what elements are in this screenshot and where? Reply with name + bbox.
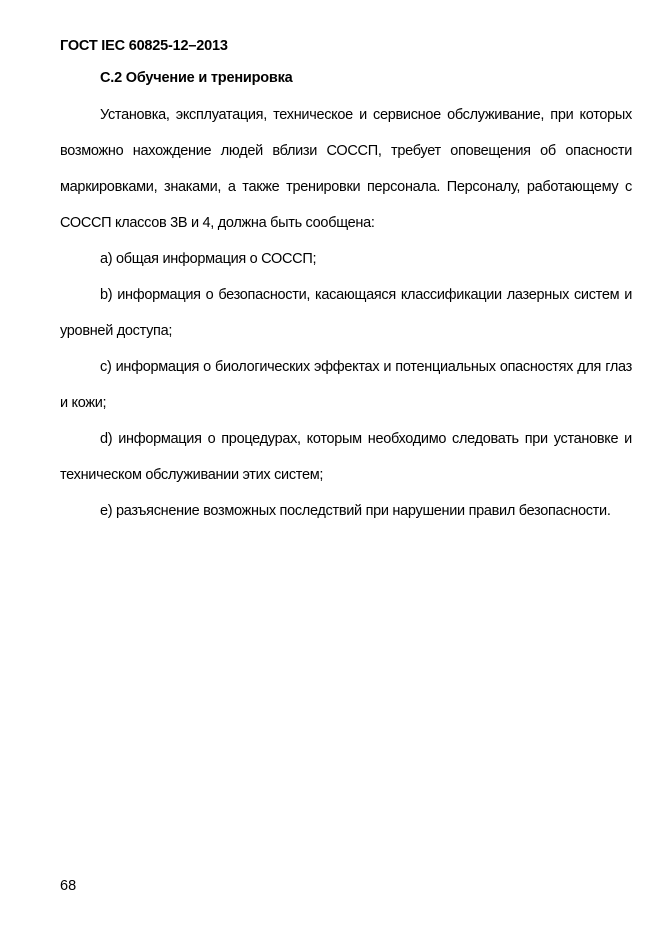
paragraph-intro: Установка, эксплуатация, техническое и сервисное обслуживание, при которых возможно нахождение людей вблизи СОССП, требует оповещения об опасности маркировками, знаками, а также тренировки персонала. Персоналу, работающему с СОССП классов 3В и 4, должна быть сообщена: xyxy=(60,107,632,231)
list-item-d: d) информация о процедурах, которым необходимо следовать при установке и техническом обслуживании этих систем; xyxy=(60,431,632,483)
list-item-b: b) информация о безопасности, касающаяся классификации лазерных систем и уровней доступа; xyxy=(60,287,632,339)
section-title: С.2 Обучение и тренировка xyxy=(100,70,293,86)
standard-code-header: ГОСТ IEC 60825-12–2013 xyxy=(60,38,228,54)
list-item-a: a) общая информация о СОССП; xyxy=(100,251,317,267)
page-number: 68 xyxy=(60,878,77,894)
list-item-c: c) информация о биологических эффектах и потенциальных опасностях для глаз и кожи; xyxy=(60,359,632,411)
body-text xyxy=(60,97,632,529)
list-item-e: e) разъяснение возможных последствий при нарушении правил безопасности. xyxy=(100,503,611,519)
